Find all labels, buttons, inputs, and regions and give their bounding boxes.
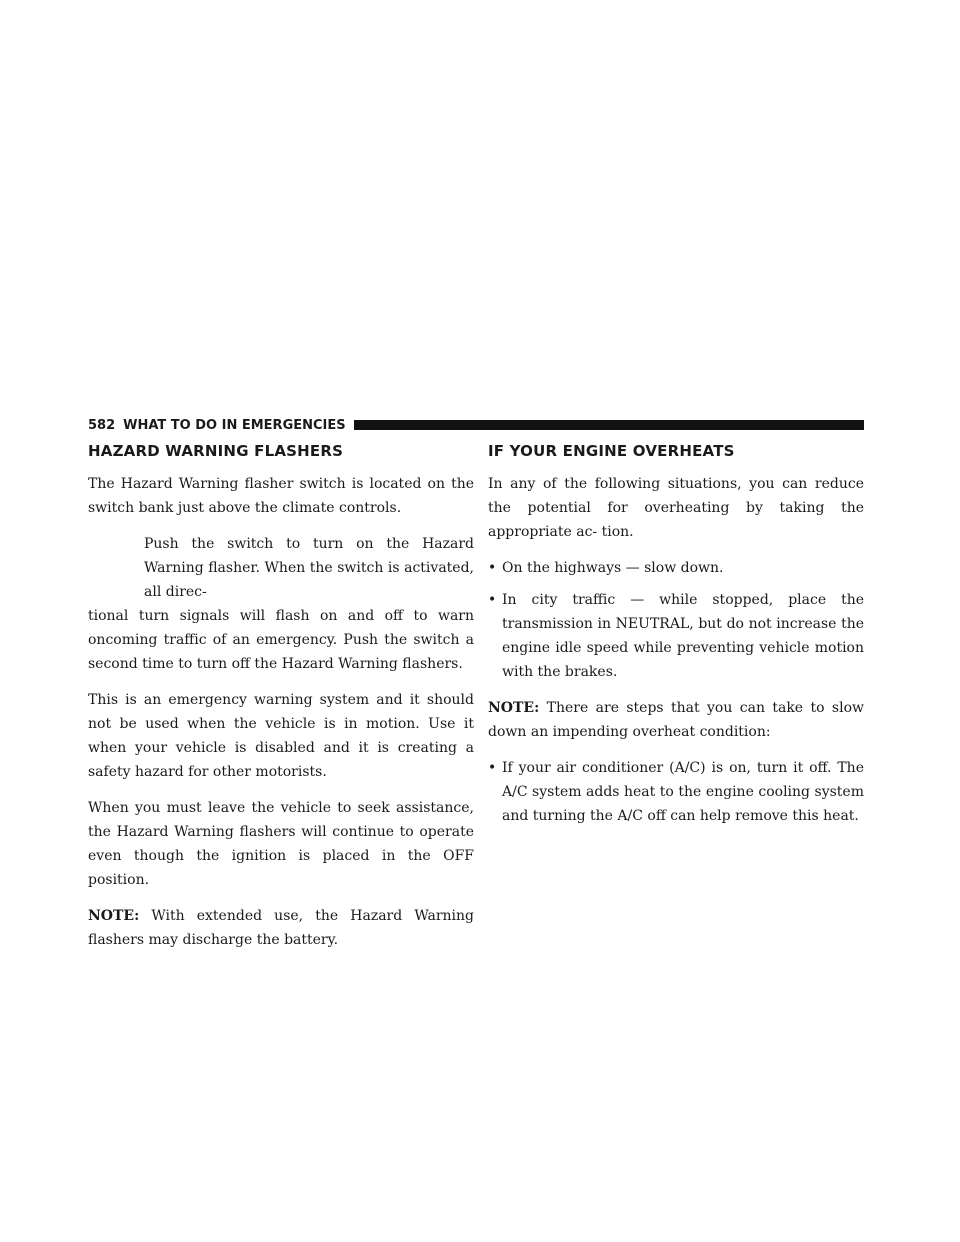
hazard-indent-block [88, 532, 474, 604]
bullet-text: On the highways — slow down. [502, 560, 724, 576]
bullet-text: If your air conditioner (A/C) is on, turn it off. The A/C system adds heat to the engine cooling system and turning the A/C off can help remove this heat. [502, 760, 864, 824]
hazard-para-1: The Hazard Warning flasher switch is located on the switch bank just above the climate controls. [88, 476, 474, 516]
hazard-note [88, 904, 474, 952]
hazard-para-2-rest: tional turn signals will flash on and off to warn oncoming traffic of an emergency. Push the switch a second time to turn off the Hazard Warning flashers. [88, 608, 474, 672]
page-header [88, 416, 864, 434]
hazard-para-3: This is an emergency warning system and it should not be used when the vehicle is in motion. Use it when your vehicle is disabled and it is creating a safety hazard for other motorists. [88, 692, 474, 780]
overheat-note [488, 696, 864, 744]
left-column [88, 442, 474, 964]
hazard-para-2-indent: Push the switch to turn on the Hazard Warning flasher. When the switch is activated, all direc- [144, 536, 474, 600]
hazard-icon-space [88, 532, 144, 580]
overheat-list [488, 556, 864, 684]
overheat-intro: In any of the following situations, you can reduce the potential for overheating by taking the appropriate ac- tion. [488, 476, 864, 540]
header-rule [354, 420, 864, 430]
page-number: 582 [88, 417, 116, 433]
list-item [488, 756, 864, 828]
list-item [488, 588, 864, 684]
list-item [488, 556, 864, 580]
note-label: NOTE: [88, 908, 140, 924]
bullet-text: In city traffic — while stopped, place the transmission in NEUTRAL, but do not increase the engine idle speed while preventing vehicle motion with the brakes. [502, 592, 864, 680]
overheat-list-2 [488, 756, 864, 828]
overheat-heading: IF YOUR ENGINE OVERHEATS [488, 442, 735, 460]
right-column [488, 442, 864, 840]
section-title: WHAT TO DO IN EMERGENCIES [123, 417, 346, 433]
note-text: With extended use, the Hazard Warning flashers may discharge the battery. [88, 908, 474, 948]
hazard-heading: HAZARD WARNING FLASHERS [88, 442, 344, 460]
hazard-para-4: When you must leave the vehicle to seek assistance, the Hazard Warning flashers will continue to operate even though the ignition is placed in the OFF position. [88, 800, 474, 888]
bullet-glyph: • [488, 592, 497, 608]
bullet-glyph: • [488, 560, 497, 576]
bullet-glyph: • [488, 760, 497, 776]
note-label: NOTE: [488, 700, 540, 716]
note-text: There are steps that you can take to slow down an impending overheat condition: [488, 700, 864, 740]
